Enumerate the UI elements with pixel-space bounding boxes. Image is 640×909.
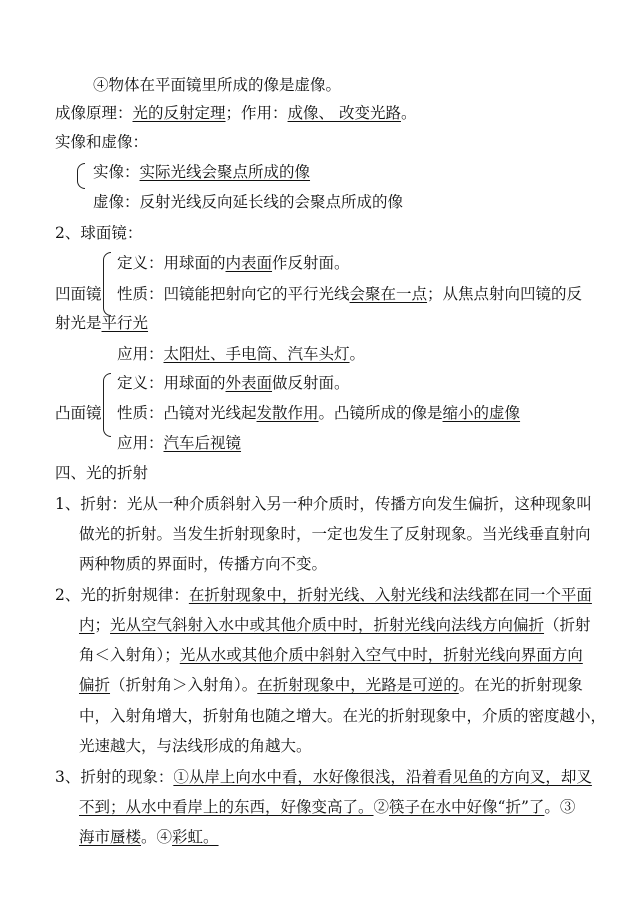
text-line-refraction-phenomena: 3、折射的现象：①从岸上向水中看，水好像很浅，沿着看见鱼的方向叉，却叉 xyxy=(55,768,592,786)
section-heading-refraction: 四、光的折射 xyxy=(55,464,149,482)
brace-real-virtual xyxy=(77,163,85,189)
text-line-real-image: 实像：实际光线会聚点所成的像 xyxy=(93,163,311,181)
text-line-concave-property: 性质：凹镜能把射向它的平行光线会聚在一点；从焦点射向凹镜的反 xyxy=(117,285,583,303)
text-line-concave-application: 应用：太阳灶、手电筒、汽车头灯。 xyxy=(117,345,366,363)
text-line-refraction-law-2: 内；光从空气斜射入水中或其他介质中时，折射光线向法线方向偏折（折射 xyxy=(79,616,591,634)
text-line-refraction-definition-2: 做光的折射。当发生折射现象时，一定也发生了反射现象。当光线垂直射向 xyxy=(79,525,591,543)
text-line-convex-definition: 定义：用球面的外表面做反射面。 xyxy=(117,374,350,392)
text-line-refraction-phenomena-3: 海市蜃楼。④彩虹。 xyxy=(79,828,219,846)
brace-concave-mirror xyxy=(103,252,111,316)
text-line-concave-definition: 定义：用球面的内表面作反射面。 xyxy=(117,254,350,272)
text-line-refraction-law: 2、光的折射规律：在折射现象中，折射光线、入射光线和法线都在同一个平面 xyxy=(55,586,592,604)
text-line-real-virtual-heading: 实像和虚像： xyxy=(55,133,149,151)
text-line-refraction-definition: 1、折射：光从一种介质斜射入另一种介质时，传播方向发生偏折，这种现象叫 xyxy=(55,495,592,513)
text-line-refraction-definition-3: 两种物质的界面时，传播方向不变。 xyxy=(79,555,328,573)
text-line-convex-application: 应用：汽车后视镜 xyxy=(117,434,242,452)
brace-convex-mirror xyxy=(103,373,111,437)
label-concave-mirror: 凹面镜 xyxy=(55,285,102,303)
text-line-virtual-image: 虚像：反射光线反向延长线的会聚点所成的像 xyxy=(93,193,404,211)
label-convex-mirror: 凸面镜 xyxy=(55,404,102,422)
text-line-refraction-law-6: 光速越大，与法线形成的角越大。 xyxy=(79,737,312,755)
text-line-refraction-law-5: 中，入射角增大，折射角也随之增大。在光的折射现象中，介质的密度越小， xyxy=(79,707,607,725)
text-line-refraction-law-4: 偏折（折射角＞入射角）。在折射现象中，光路是可逆的。在光的折射现象 xyxy=(79,676,583,694)
text-line-concave-property-cont: 射光是平行光 xyxy=(55,314,149,332)
text-line-mirror-virtual-image: ④物体在平面镜里所成的像是虚像。 xyxy=(93,76,342,94)
text-line-refraction-phenomena-2: 不到；从水中看岸上的东西，好像变高了。②筷子在水中好像“折”了。③ xyxy=(79,798,576,816)
text-line-convex-property: 性质：凸镜对光线起发散作用。凸镜所成的像是缩小的虚像 xyxy=(117,404,521,422)
text-line-imaging-principle: 成像原理：光的反射定理；作用：成像、 改变光路。 xyxy=(55,104,417,122)
text-line-refraction-law-3: 角＜入射角）；光从水或其他介质中斜射入空气中时，折射光线向界面方向 xyxy=(79,646,583,664)
section-heading-spherical-mirror: 2、球面镜： xyxy=(55,224,143,242)
